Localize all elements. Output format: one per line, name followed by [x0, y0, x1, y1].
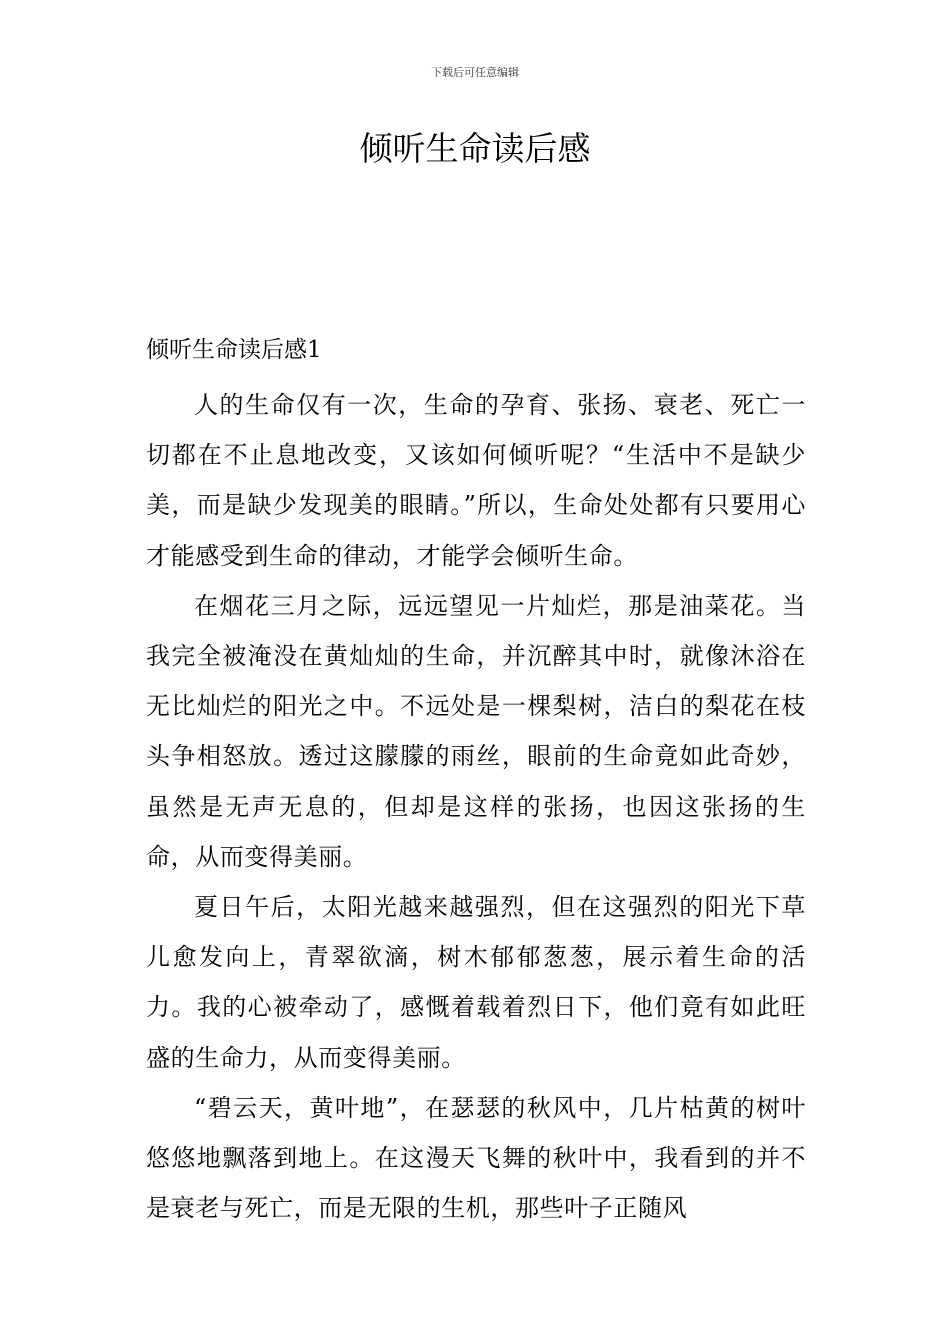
paragraph: 在烟花三月之际，远远望见一片灿烂，那是油菜花。当我完全被淹没在黄灿灿的生命，并沉醉其中时，就像沐浴在无比灿烂的阳光之中。不远处是一棵梨树，洁白的梨花在枝头争相怒放。透过这朦朦的雨丝，眼前的生命竟如此奇妙，虽然是无声无息的，但却是这样的张扬，也因这张扬的生命，从而变得美丽。 [146, 591, 806, 871]
body-text [146, 380, 806, 1233]
document-title: 倾听生命读后感 [359, 129, 591, 168]
paragraph: 夏日午后，太阳光越来越强烈，但在这强烈的阳光下草儿愈发向上，青翠欲滴，树木郁郁葱葱，展示着生命的活力。我的心被牵动了，感慨着载着烈日下，他们竟有如此旺盛的生命力，从而变得美丽。 [146, 893, 806, 1072]
section-heading: 倾听生命读后感1 [146, 337, 322, 363]
paragraph: “碧云天，黄叶地”，在瑟瑟的秋风中，几片枯黄的树叶悠悠地飘落到地上。在这漫天飞舞的秋叶中，我看到的并不是衰老与死亡，而是无限的生机，那些叶子正随风 [146, 1093, 806, 1223]
paragraph: 人的生命仅有一次，生命的孕育、张扬、衰老、死亡一切都在不止息地改变，又该如何倾听呢？“生活中不是缺少美，而是缺少发现美的眼睛。”所以，生命处处都有只要用心才能感受到生命的律动，才能学会倾听生命。 [146, 391, 806, 570]
download-note: 下载后可任意编辑 [431, 66, 519, 79]
